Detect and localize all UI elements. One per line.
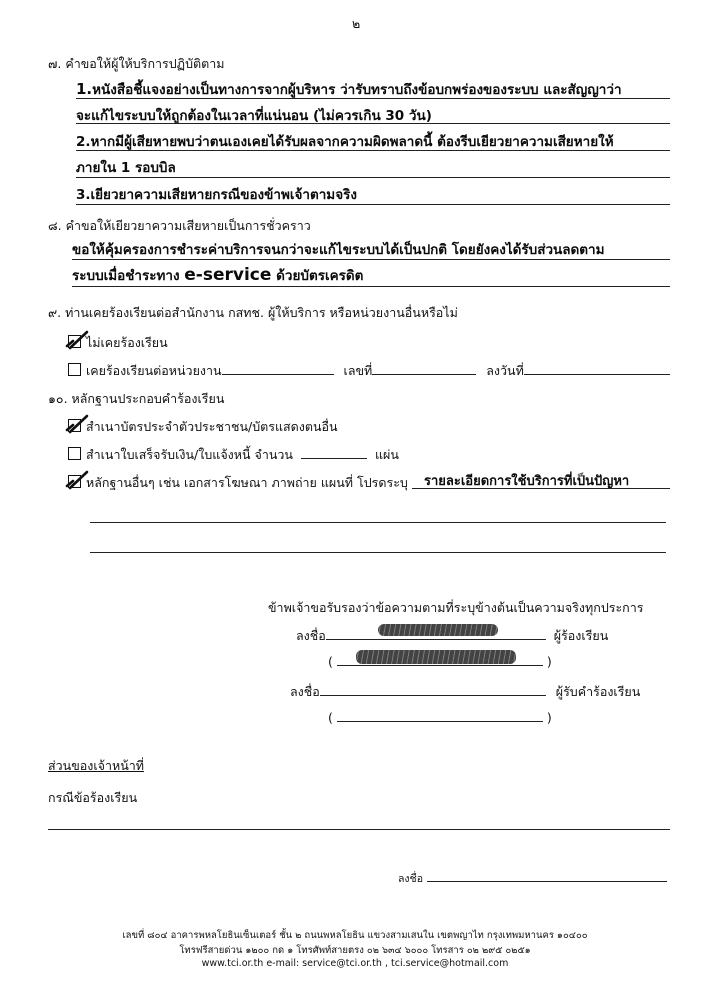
agency-field[interactable] — [222, 363, 334, 375]
rule — [76, 204, 670, 205]
rule — [76, 150, 670, 151]
receiver-label: ผู้รับคำร้องเรียน — [555, 684, 641, 699]
certification-statement: ข้าพเจ้าขอรับรองว่าข้อความตามที่ระบุข้างต้นเป็นความจริงทุกประการ — [268, 600, 644, 615]
complainant-label: ผู้ร้องเรียน — [553, 628, 609, 643]
option-filed-complaint — [68, 361, 670, 381]
sign-label: ลงชื่อ — [296, 628, 326, 643]
rule — [76, 177, 670, 178]
footer-web-email: www.tci.or.th e-mail: service@tci.or.th , tci.service@hotmail.com — [201, 958, 509, 969]
section7-item2-line1: 2.หากมีผู้เสียหายพบว่าตนเองเคยได้รับผลจากความผิดพลาดนี้ ต้องรีบเยียวยาความเสียหายให้ — [76, 134, 614, 150]
rule — [72, 286, 670, 287]
check-mark-icon — [65, 414, 89, 434]
number-field[interactable] — [372, 363, 476, 375]
receipt-copy-label: สำเนาใบเสร็จรับเงิน/ใบแจ้งหนี้ จำนวน — [86, 447, 293, 462]
footer-phone: โทรฟรีสายด่วน ๑๒๐๐ กด ๑ โทรศัพท์สายตรง ๐๒ ๖๓๔ ๖๐๐๐ โทรสาร ๐๒ ๒๙๕ ๐๒๕๑ — [179, 945, 531, 956]
date-label: ลงวันที่ — [486, 363, 524, 378]
section8-line2-c: ด้วยบัตรเครดิต — [271, 268, 364, 284]
sheet-count-field[interactable] — [301, 447, 367, 459]
section10-heading: ๑๐. หลักฐานประกอบคำร้องเรียน — [48, 391, 225, 406]
officer-heading: ส่วนของเจ้าหน้าที่ — [48, 758, 145, 773]
number-label: เลขที่ — [343, 363, 373, 378]
section7-heading: ๗. คำขอให้ผู้ให้บริการปฏิบัติตาม — [48, 56, 225, 71]
section7-item1-line2: จะแก้ไขระบบให้ถูกต้องในเวลาที่แน่นอน (ไม่ควรเกิน 30 วัน) — [76, 108, 432, 124]
paren-open: ( — [328, 710, 333, 725]
section7-item2-line2: ภายใน 1 รอบบิล — [76, 160, 176, 176]
blank-line — [90, 522, 666, 523]
id-copy-checkbox[interactable] — [68, 419, 81, 432]
officer-note-line — [48, 829, 670, 830]
item1-text: หนังสือชี้แจงอย่างเป็นทางการจากผู้บริหาร ว่ารับทราบถึงข้อบกพร่องของระบบ และสัญญาว่า — [92, 82, 622, 98]
paren-open: ( — [328, 654, 333, 669]
rule — [72, 259, 670, 260]
item1-number: 1. — [76, 80, 93, 98]
rule — [76, 123, 670, 124]
section9-heading: ๙. ท่านเคยร้องเรียนต่อสำนักงาน กสทช. ผู้ให้บริการ หรือหน่วยงานอื่นหรือไม่ — [48, 305, 458, 320]
never-complained-checkbox[interactable] — [68, 335, 81, 348]
section7-item3: 3.เยียวยาความเสียหายกรณีของข้าพเจ้าตามจริง — [76, 187, 357, 203]
receiver-sign-row — [290, 682, 640, 702]
section8-line2 — [72, 264, 363, 286]
section8-line2-a: ระบบเมื่อชำระทาง — [72, 268, 185, 284]
id-copy-label: สำเนาบัตรประจำตัวประชาชน/บัตรแสดงตนอื่น — [86, 419, 338, 434]
receipt-copy-checkbox[interactable] — [68, 447, 81, 460]
eservice-text: e-service — [184, 265, 272, 285]
sign-label: ลงชื่อ — [290, 684, 320, 699]
footer-address: เลขที่ ๘๐๔ อาคารพหลโยธินเซ็นเตอร์ ชั้น ๒ ถนนพหลโยธิน แขวงสามเสนใน เขตพญาไท กรุงเทพมหานคร ๑๐๔๐๐ — [122, 930, 588, 941]
option-never-complained — [68, 333, 168, 353]
receiver-name-field[interactable] — [337, 710, 543, 722]
receiver-name-row — [328, 710, 552, 725]
receiver-signature-field[interactable] — [320, 684, 546, 696]
other-evidence-label: หลักฐานอื่นๆ เช่น เอกสารโฆษณา ภาพถ่าย แผนที่ โปรดระบุ — [86, 475, 408, 490]
redacted-signature — [378, 624, 498, 636]
date-field[interactable] — [524, 363, 670, 375]
option-receipt-copy — [68, 445, 399, 465]
officer-signature-field[interactable] — [427, 870, 667, 882]
rule — [76, 98, 670, 99]
other-evidence-value: รายละเอียดการใช้บริการที่เป็นปัญหา — [424, 474, 630, 489]
blank-line — [90, 552, 666, 553]
paren-close: ) — [546, 710, 552, 725]
officer-sign-row — [398, 870, 667, 887]
option-other-evidence — [68, 473, 408, 493]
sheets-label: แผ่น — [374, 447, 399, 462]
rule — [412, 488, 670, 489]
never-complained-label: ไม่เคยร้องเรียน — [86, 335, 168, 350]
option-id-copy — [68, 417, 338, 437]
check-mark-icon — [65, 330, 89, 350]
case-label: กรณีข้อร้องเรียน — [48, 790, 138, 805]
other-evidence-checkbox[interactable] — [68, 475, 81, 488]
page-number: ๒ — [352, 16, 361, 31]
filed-complaint-label: เคยร้องเรียนต่อหน่วยงาน — [86, 363, 222, 378]
paren-close: ) — [546, 654, 552, 669]
section8-heading: ๘. คำขอให้เยียวยาความเสียหายเป็นการชั่วคราว — [48, 218, 311, 233]
section8-line1: ขอให้คุ้มครองการชำระค่าบริการจนกว่าจะแก้ไขระบบได้เป็นปกติ โดยยังคงได้รับส่วนลดตาม — [72, 242, 605, 258]
redacted-name — [356, 650, 516, 664]
filed-complaint-checkbox[interactable] — [68, 363, 81, 376]
officer-sign-label: ลงชื่อ — [398, 873, 423, 885]
check-mark-icon — [65, 470, 89, 490]
section7-item1-line1 — [76, 78, 622, 100]
